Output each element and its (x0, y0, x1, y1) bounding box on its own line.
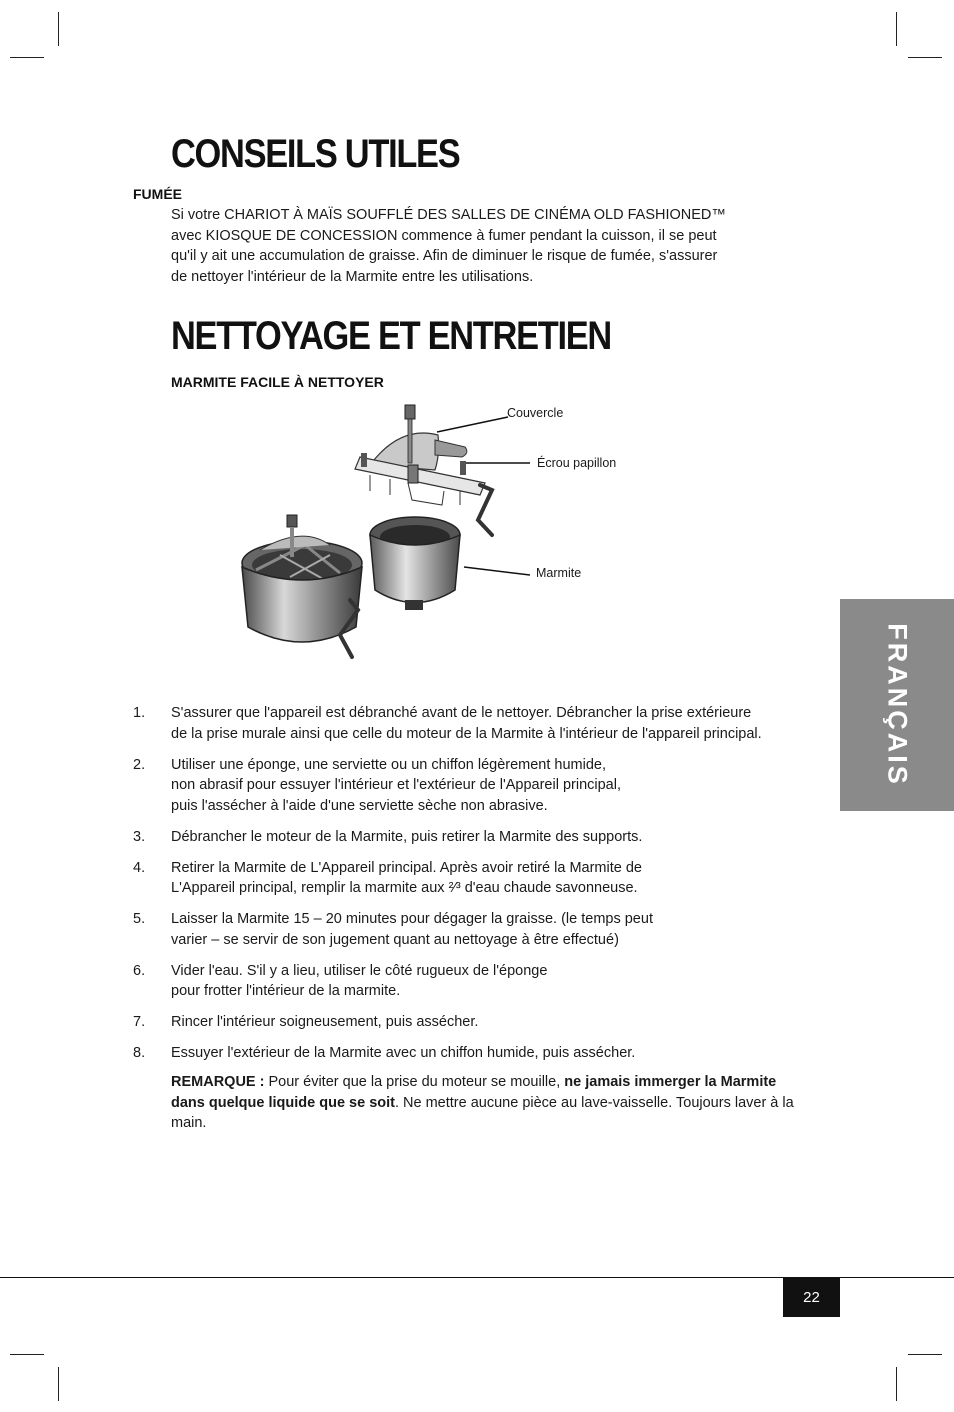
callout-wing-nut: Écrou papillon (537, 456, 617, 470)
step-number: 7. (133, 1014, 146, 1030)
callout-lid: Couvercle (507, 406, 564, 420)
step-text: Utiliser une éponge, une serviette ou un chiffon légèrement humide, non abrasif pour essuyer l'intérieur et l'extérieur de l'Appareil principal, puis l'assécher à l'aide d'une serviette sèche non abrasive. (171, 756, 621, 814)
kettle-subheading: MARMITE FACILE À NETTOYER (171, 374, 384, 390)
step-text: Débrancher le moteur de la Marmite, puis retirer la Marmite des supports. (171, 828, 643, 845)
step-text-part: Retirer la Marmite de L'Appareil principal. Après avoir retiré la Marmite de L'Appareil principal, remplir la marmite aux (171, 859, 642, 896)
page-number: 22 (783, 1278, 840, 1317)
step-number: 4. (133, 859, 146, 876)
tips-title: CONSEILS UTILES (171, 132, 460, 176)
crop-mark (10, 1354, 44, 1355)
callout-kettle: Marmite (536, 566, 582, 580)
note-warning: ne jamais immerger la Marmite dans quelque liquide que se soit (171, 1074, 777, 1111)
crop-mark (10, 57, 44, 58)
crop-mark (896, 12, 897, 46)
step-text: S'assurer que l'appareil est débranché avant de le nettoyer. Débrancher la prise extérieure de la prise murale ainsi que celle du moteur de la Marmite à l'intérieur de l'appareil principal. (171, 705, 762, 742)
note-text: Pour éviter que la prise du moteur se mouille, (264, 1074, 565, 1090)
list-item (133, 827, 833, 848)
step-text: Rincer l'intérieur soigneusement, puis assécher. (171, 1014, 479, 1030)
step-number: 2. (133, 756, 146, 773)
language-label: FRANÇAIS (882, 623, 913, 787)
step-text: Vider l'eau. S'il y a lieu, utiliser le côté rugueux de l'éponge pour frotter l'intérieur de la marmite. (171, 962, 548, 999)
crop-mark (908, 57, 942, 58)
note-label: REMARQUE : (171, 1074, 265, 1090)
language-tab (840, 599, 954, 811)
kettle-illustration (230, 395, 530, 665)
crop-mark (58, 1367, 59, 1401)
step-number: 8. (133, 1045, 146, 1061)
fraction: ²⁄³ (448, 880, 461, 896)
list-item (133, 961, 833, 1002)
list-item (133, 909, 833, 950)
step-text: Essuyer l'extérieur de la Marmite avec un chiffon humide, puis assécher. (171, 1045, 636, 1061)
list-item (133, 755, 833, 817)
list-item (133, 1043, 833, 1064)
step-text: Laisser la Marmite 15 – 20 minutes pour dégager la graisse. (le temps peut varier – se servir de son jugement quant au nettoyage à être effectué) (171, 911, 653, 948)
note-paragraph (171, 1072, 811, 1134)
smoke-heading: FUMÉE (133, 186, 182, 202)
note-text: . Ne mettre aucune pièce au lave-vaisselle. Toujours laver à la main. (171, 1094, 794, 1131)
cleaning-title: NETTOYAGE ET ENTRETIEN (171, 314, 611, 358)
step-number: 1. (133, 705, 146, 721)
list-item (133, 1012, 833, 1033)
crop-mark (896, 1367, 897, 1401)
step-text (171, 860, 642, 897)
list-item (133, 858, 833, 899)
step-number: 6. (133, 962, 146, 979)
list-item (133, 703, 833, 744)
step-number: 3. (133, 828, 146, 845)
step-number: 5. (133, 911, 146, 927)
smoke-paragraph: Si votre CHARIOT À MAÏS SOUFFLÉ DES SALLES DE CINÉMA OLD FASHIONED™ avec KIOSQUE DE CONCESSION commence à fumer pendant la cuisson, il se peut qu'il y ait une accumulation de graisse. Afin de diminuer le risque de fumée, s'assurer de nettoyer l'intérieur de la Marmite entre les utilisations. (171, 207, 726, 285)
cleaning-steps (133, 703, 833, 1074)
crop-mark (908, 1354, 942, 1355)
crop-mark (58, 12, 59, 46)
step-text-part: d'eau chaude savonneuse. (460, 880, 638, 896)
